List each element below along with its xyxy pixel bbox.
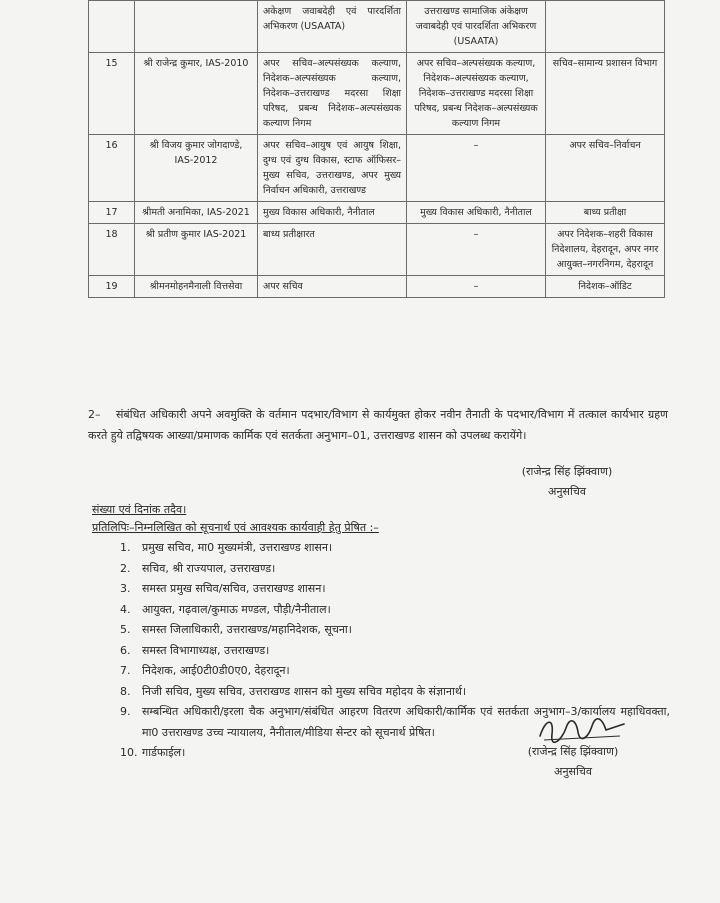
list-item bbox=[100, 682, 670, 703]
additional-charge-cell: – bbox=[407, 135, 546, 202]
new-posting-cell: बाध्य प्रतीक्षा bbox=[546, 202, 665, 224]
table-row bbox=[89, 224, 665, 276]
list-item-text: सचिव, श्री राज्यपाल, उत्तराखण्ड। bbox=[142, 561, 276, 575]
list-item-number: 2. bbox=[120, 561, 131, 575]
list-item-text: प्रमुख सचिव, मा0 मुख्यमंत्री, उत्तराखण्ड शासन। bbox=[142, 541, 333, 554]
serial-number-cell: 15 bbox=[89, 53, 135, 135]
additional-charge-cell: – bbox=[407, 276, 546, 298]
table-row bbox=[89, 1, 665, 53]
current-post-cell: अकेक्षण जवाबदेही एवं पारदर्शिता अभिकरण (USAATA) bbox=[258, 1, 407, 53]
paragraph-2 bbox=[88, 404, 668, 446]
list-item bbox=[100, 559, 670, 580]
posting-table bbox=[88, 0, 665, 298]
list-item bbox=[100, 600, 670, 621]
current-post-cell: अपर सचिव bbox=[258, 276, 407, 298]
list-item bbox=[100, 661, 670, 682]
serial-number-cell: 16 bbox=[89, 135, 135, 202]
new-posting-cell: निदेशक–ऑडिट bbox=[546, 276, 665, 298]
signatory-designation: अनुसचिव bbox=[548, 485, 586, 498]
serial-number-cell bbox=[89, 1, 135, 53]
reference-number-date: संख्या एवं दिनांक तदैव। bbox=[92, 503, 187, 516]
list-item-number: 4. bbox=[120, 602, 131, 616]
new-posting-cell: अपर निदेशक–शहरी विकास निदेशालय, देहरादून, अपर नगर आयुक्त–नगरनिगम, देहरादून bbox=[546, 224, 665, 276]
list-item-number: 5. bbox=[120, 623, 131, 636]
list-item-number: 8. bbox=[120, 684, 131, 698]
table-row bbox=[89, 135, 665, 202]
paragraph-number: 2– bbox=[88, 408, 101, 421]
officer-name-cell: श्री विजय कुमार जोगदाण्डे, IAS-2012 bbox=[135, 135, 258, 202]
signatory-designation: अनुसचिव bbox=[554, 765, 592, 778]
list-item-number: 9. bbox=[120, 705, 131, 718]
list-item-text: समस्त प्रमुख सचिव/सचिव, उत्तराखण्ड शासन। bbox=[142, 582, 326, 595]
current-post-cell: अपर सचिव–आयुष एवं आयुष शिक्षा, दुग्ध एवं दुग्ध विकास, स्टाफ ऑफिसर–मुख्य सचिव, उत्तराखण्ड, अपर मुख्य निर्वाचन अधिकारी, उत्तराखण्ड bbox=[258, 135, 407, 202]
list-item-number: 3. bbox=[120, 582, 131, 595]
current-post-cell: बाध्य प्रतीक्षारत bbox=[258, 224, 407, 276]
current-post-cell: अपर सचिव–अल्पसंख्यक कल्याण, निदेशक–अल्पसंख्यक कल्याण, निदेशक–उत्तराखण्ड मदरसा शिक्षा परिषद, प्रबन्ध निदेशक–अल्पसंख्यक कल्याण निगम bbox=[258, 53, 407, 135]
table-row bbox=[89, 53, 665, 135]
serial-number-cell: 17 bbox=[89, 202, 135, 224]
list-item-number: 7. bbox=[120, 664, 131, 677]
list-item-number: 1. bbox=[120, 541, 131, 554]
list-item-text: निजी सचिव, मुख्य सचिव, उत्तराखण्ड शासन को मुख्य सचिव महोदय के संज्ञानार्थ। bbox=[142, 684, 467, 698]
paragraph-text: संबंधित अधिकारी अपने अवमुक्ति के वर्तमान पदभार/विभाग से कार्यमुक्त होकर नवीन तैनाती के पदभार/विभाग में तत्काल कार्यभार ग्रहण करते हुये तद्विषयक आख्या/प्रमाणक कार्मिक एवं सतर्कता अनुभाग–01, उत्तराखण्ड शासन को उपलब्ध करायेंगे। bbox=[88, 408, 668, 442]
officer-name-cell: श्री राजेन्द्र कुमार, IAS-2010 bbox=[135, 53, 258, 135]
new-posting-cell bbox=[546, 1, 665, 53]
copy-intro: प्रतिलिपिः–निम्नलिखित को सूचनार्थ एवं आवश्यक कार्यवाही हेतु प्रेषित :– bbox=[92, 521, 379, 534]
list-item bbox=[100, 538, 670, 559]
serial-number-cell: 19 bbox=[89, 276, 135, 298]
list-item-text: समस्त जिलाधिकारी, उत्तराखण्ड/महानिदेशक, सूचना। bbox=[142, 623, 352, 636]
officer-name-cell: श्री प्रतीण कुमार IAS-2021 bbox=[135, 224, 258, 276]
list-item bbox=[100, 620, 670, 641]
new-posting-cell: सचिव–सामान्य प्रशासन विभाग bbox=[546, 53, 665, 135]
list-item-number: 10. bbox=[120, 746, 138, 759]
additional-charge-cell: – bbox=[407, 224, 546, 276]
table-row bbox=[89, 276, 665, 298]
serial-number-cell: 18 bbox=[89, 224, 135, 276]
signatory-name: (राजेन्द्र सिंह झिंक्वाण) bbox=[527, 745, 619, 758]
list-item-text: आयुक्त, गढ़वाल/कुमाऊ मण्डल, पौड़ी/नैनीताल। bbox=[142, 602, 331, 616]
additional-charge-cell: अपर सचिव–अल्पसंख्यक कल्याण, निदेशक–अल्पसंख्यक कल्याण, निदेशक–उत्तराखण्ड मदरसा शिक्षा परिषद, प्रबन्ध निदेशक–अल्पसंख्यक कल्याण निगम bbox=[407, 53, 546, 135]
additional-charge-cell: मुख्य विकास अधिकारी, नैनीताल bbox=[407, 202, 546, 224]
signatory-name: (राजेन्द्र सिंह झिंक्वाण) bbox=[521, 465, 613, 478]
list-item bbox=[100, 579, 670, 600]
list-item-number: 6. bbox=[120, 643, 131, 657]
additional-charge-cell: उत्तराखण्ड सामाजिक अंकेक्षण जवाबदेही एवं पारदर्शिता अभिकरण (USAATA) bbox=[407, 1, 546, 53]
new-posting-cell: अपर सचिव–निर्वाचन bbox=[546, 135, 665, 202]
list-item-text: समस्त विभागाध्यक्ष, उत्तराखण्ड। bbox=[142, 643, 270, 657]
signatory-block-bottom bbox=[508, 742, 638, 782]
list-item bbox=[100, 641, 670, 662]
current-post-cell: मुख्य विकास अधिकारी, नैनीताल bbox=[258, 202, 407, 224]
list-item-text: निदेशक, आई0टी0डी0ए0, देहरादून। bbox=[142, 664, 290, 677]
list-item-text: गार्डफाईल। bbox=[142, 746, 186, 759]
list-item-text: सम्बन्धित अधिकारी/इरला चैक अनुभाग/संबंधित आहरण वितरण अधिकारी/कार्मिक एवं सतर्कता अनुभाग–3/कार्यालय महाधिवक्ता, मा0 उत्तराखण्ड उच्च न्यायालय, नैनीताल/मीडिया सेन्टर को सूचनार्थ प्रेषित। bbox=[142, 705, 670, 739]
officer-name-cell: श्रीमनमोहनमैनाली वित्तसेवा bbox=[135, 276, 258, 298]
signatory-block-top bbox=[502, 462, 632, 502]
table-row bbox=[89, 202, 665, 224]
officer-name-cell: श्रीमती अनामिका, IAS-2021 bbox=[135, 202, 258, 224]
officer-name-cell bbox=[135, 1, 258, 53]
